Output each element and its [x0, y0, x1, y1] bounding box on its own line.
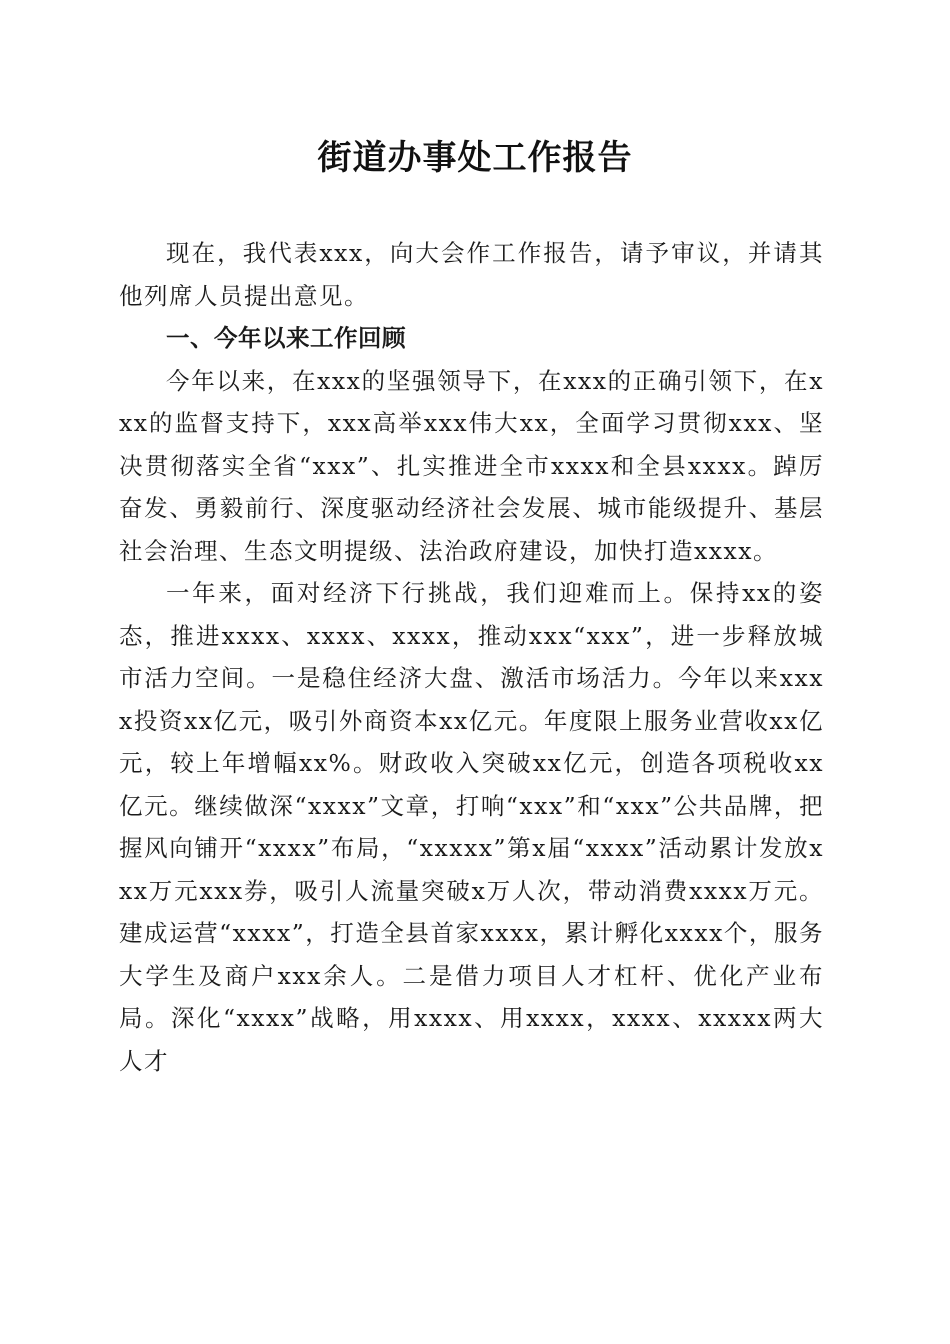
body-paragraph: 一年来，面对经济下行挑战，我们迎难而上。保持xx的姿态，推进xxxx、xxxx、xxxx，推动xxx“xxx”，进一步释放城市活力空间。一是稳住经济大盘、激活市场活力。今年以来xxxx投资xx亿元，吸引外商资本xx亿元。年度限上服务业营收xx亿元，较上年增幅xx%。财政收入突破xx亿元，创造各项税收xx亿元。继续做深“xxxx”文章，打响“xxx”和“xxx”公共品牌，把握风向铺开“xxxx”布局，“xxxxx”第x届“xxxx”活动累计发放xxx万元xxx券，吸引人流量突破x万人次，带动消费xxxx万元。建成运营“xxxx”，打造全县首家xxxx，累计孵化xxxx个，服务大学生及商户xxx余人。二是借力项目人才杠杆、优化产业布局。深化“xxxx”战略，用xxxx、用xxxx，xxxx、xxxxx两大人才	[119, 579, 824, 1075]
intro-paragraph: 现在，我代表xxx，向大会作工作报告，请予审议，并请其他列席人员提出意见。	[119, 239, 824, 310]
document-title: 街道办事处工作报告	[317, 138, 633, 178]
body-paragraph: 今年以来，在xxx的坚强领导下，在xxx的正确引领下，在xxx的监督支持下，xxx高举xxx伟大xx，全面学习贯彻xxx、坚决贯彻落实全省“xxx”、扎实推进全市xxxx和全县xxxx。踔厉奋发、勇毅前行、深度驱动经济社会发展、城市能级提升、基层社会治理、生态文明提级、法治政府建设，加快打造xxxx。	[119, 366, 824, 565]
document-body	[119, 232, 824, 1082]
section-heading: 一、今年以来工作回顾	[166, 324, 406, 352]
